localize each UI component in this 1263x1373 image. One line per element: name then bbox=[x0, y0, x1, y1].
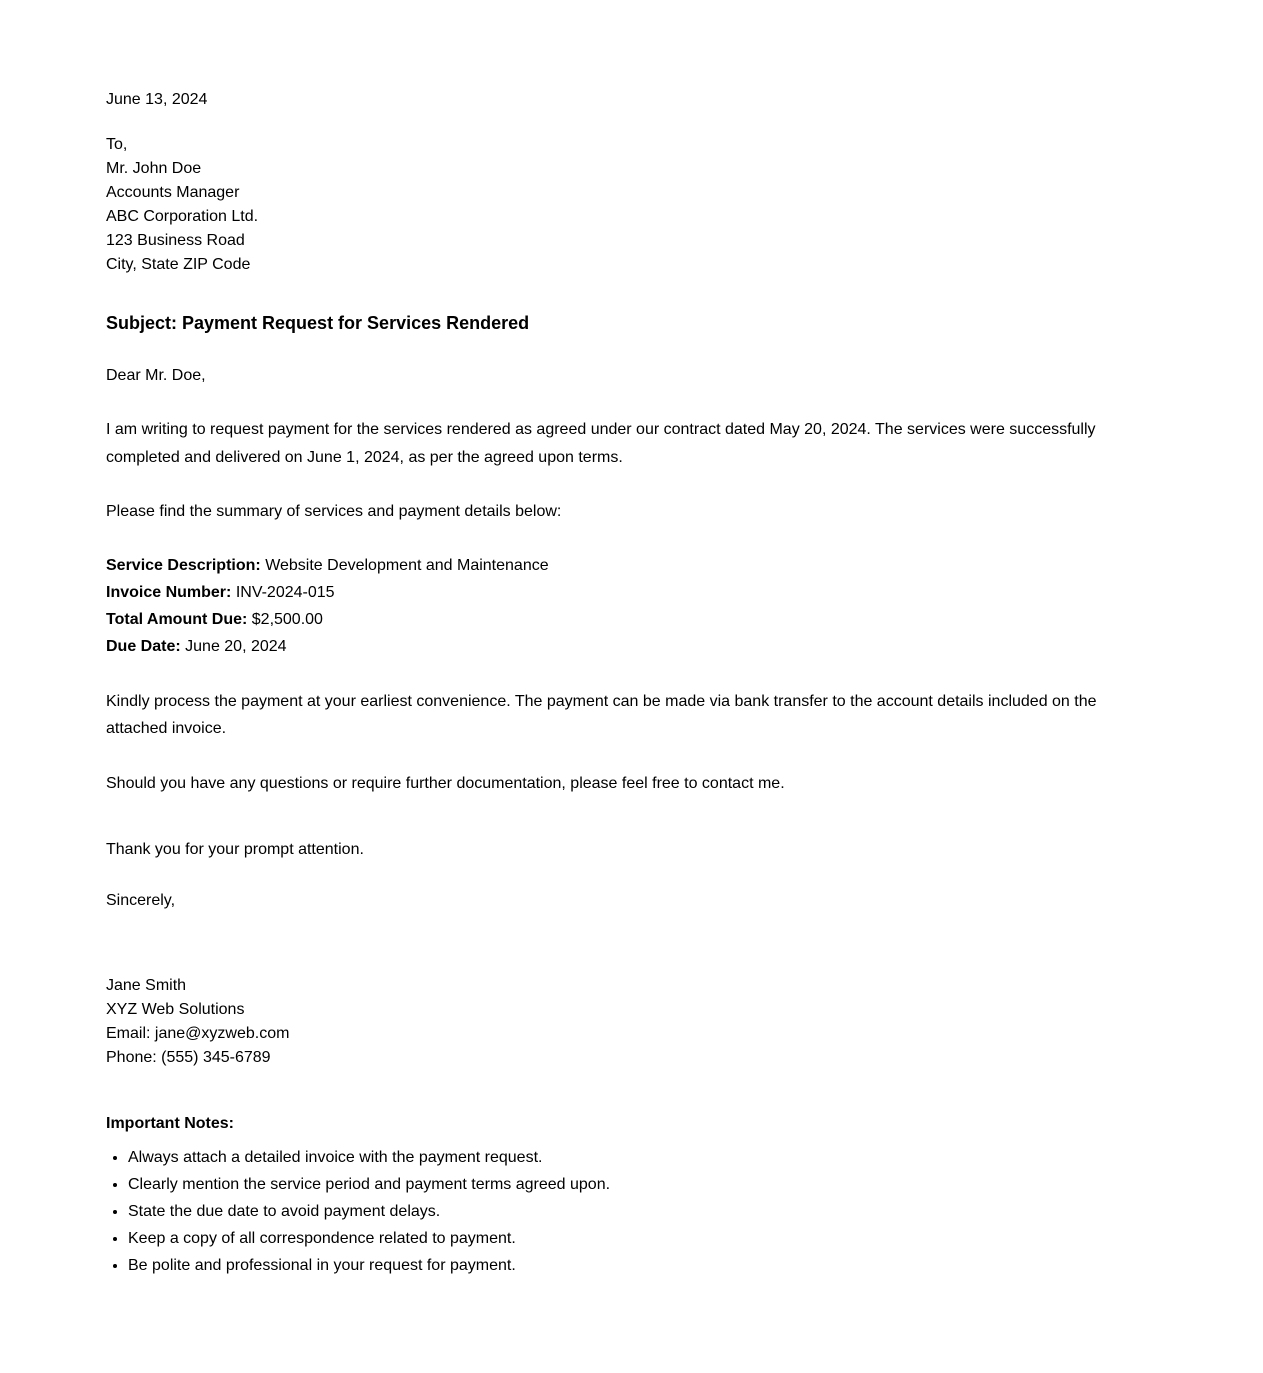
summary-paragraph: Please find the summary of services and payment details below: bbox=[106, 503, 562, 520]
list-item: • State the due date to avoid payment delays. bbox=[128, 1198, 610, 1225]
recipient-address bbox=[106, 133, 258, 277]
list-item: • Keep a copy of all correspondence related to payment. bbox=[128, 1225, 610, 1252]
questions-paragraph: Should you have any questions or require further documentation, please feel free to contact me. bbox=[106, 775, 785, 792]
detail-row bbox=[106, 579, 549, 606]
detail-label: Invoice Number: bbox=[106, 584, 232, 601]
closing: Sincerely, bbox=[106, 892, 176, 909]
detail-value: $2,500.00 bbox=[251, 611, 323, 628]
detail-row bbox=[106, 633, 549, 660]
sender-name: Jane Smith bbox=[106, 977, 187, 994]
recipient-title: Accounts Manager bbox=[106, 184, 240, 201]
detail-value: Website Development and Maintenance bbox=[265, 557, 549, 574]
intro-paragraph: I am writing to request payment for the services rendered as agreed under our contract dated May 20, 2024. The services were successfully completed and delivered on June 1, 2024, as per the agreed upon terms. bbox=[106, 421, 1096, 466]
recipient-company: ABC Corporation Ltd. bbox=[106, 208, 259, 225]
sender-company: XYZ Web Solutions bbox=[106, 1001, 245, 1018]
detail-value: INV-2024-015 bbox=[235, 584, 335, 601]
thanks-paragraph: Thank you for your prompt attention. bbox=[106, 841, 364, 858]
recipient-city: City, State ZIP Code bbox=[106, 256, 251, 273]
greeting: Dear Mr. Doe, bbox=[106, 367, 206, 384]
sender-email: Email: jane@xyzweb.com bbox=[106, 1025, 290, 1042]
detail-row bbox=[106, 606, 549, 633]
payment-details bbox=[106, 552, 549, 660]
detail-label: Total Amount Due: bbox=[106, 611, 248, 628]
notes-list bbox=[106, 1144, 610, 1279]
detail-label: Due Date: bbox=[106, 638, 181, 655]
recipient-name: Mr. John Doe bbox=[106, 160, 202, 177]
recipient-street: 123 Business Road bbox=[106, 232, 245, 249]
sender-signature bbox=[106, 974, 289, 1070]
subject-line: Subject: Payment Request for Services Rendered bbox=[106, 313, 530, 333]
detail-row bbox=[106, 552, 549, 579]
recipient-salutation: To, bbox=[106, 136, 128, 153]
notes-title: Important Notes: bbox=[106, 1115, 234, 1132]
letter-date: June 13, 2024 bbox=[106, 91, 208, 108]
detail-value: June 20, 2024 bbox=[185, 638, 287, 655]
detail-label: Service Description: bbox=[106, 557, 261, 574]
list-item: • Clearly mention the service period and payment terms agreed upon. bbox=[128, 1171, 610, 1198]
process-paragraph: Kindly process the payment at your earliest convenience. The payment can be made via bank transfer to the account details included on the attached invoice. bbox=[106, 693, 1097, 737]
sender-phone: Phone: (555) 345-6789 bbox=[106, 1049, 271, 1066]
list-item: • Be polite and professional in your request for payment. bbox=[128, 1252, 610, 1279]
list-item: • Always attach a detailed invoice with the payment request. bbox=[128, 1144, 610, 1171]
